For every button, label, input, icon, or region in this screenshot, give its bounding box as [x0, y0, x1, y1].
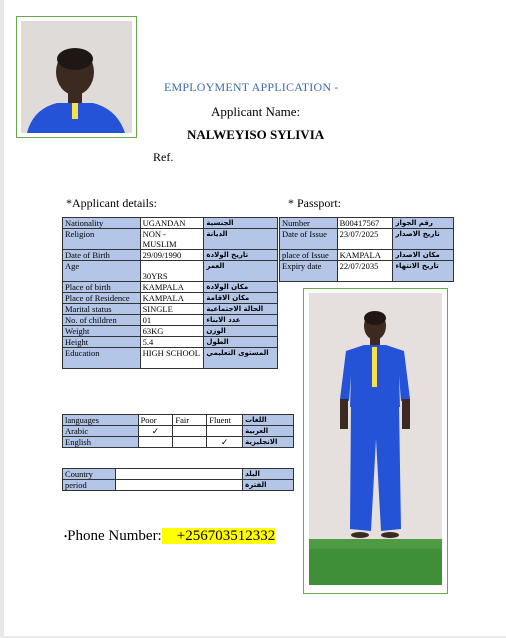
fluent-header: Fluent [207, 415, 243, 426]
detail-value: 29/09/1990 [140, 250, 204, 261]
experience-label: Country [63, 469, 116, 480]
experience-label-arabic: الفترة [243, 480, 294, 491]
passport-label: Expiry date [280, 261, 338, 282]
table-row [280, 218, 454, 229]
table-row [63, 348, 278, 369]
detail-label-arabic: عدد الابناء [204, 315, 278, 326]
detail-label: Marital status [63, 304, 141, 315]
detail-label: Nationality [63, 218, 141, 229]
table-row [63, 437, 294, 448]
ref-label: Ref. [153, 150, 174, 164]
passport-label: Date of Issue [280, 229, 338, 250]
poor-cell [138, 437, 173, 448]
detail-label-arabic: مكان الاقامة [204, 293, 278, 304]
page-edge [0, 0, 4, 638]
fair-header: Fair [173, 415, 207, 426]
phone-number-text: +256703512332 [176, 528, 276, 544]
detail-label: Height [63, 337, 141, 348]
headshot-photo [16, 16, 137, 138]
table-row [63, 415, 294, 426]
experience-table [62, 468, 294, 491]
applicant-name-label: Applicant Name: [211, 104, 301, 119]
table-row [63, 250, 278, 261]
detail-value: SINGLE [140, 304, 204, 315]
detail-value: 30YRS [140, 261, 204, 282]
bullet-icon: • [64, 531, 68, 542]
experience-label: period [63, 480, 116, 491]
applicant-details-heading: *Applicant details: [66, 196, 157, 210]
passport-label: Number [280, 218, 338, 229]
phone-line [64, 528, 275, 545]
table-row [63, 282, 278, 293]
passport-value: 22/07/2035 [337, 261, 393, 282]
detail-label-arabic: الحالة الاجتماعية [204, 304, 278, 315]
check-icon: ✓ [138, 426, 173, 437]
language-label: English [63, 437, 139, 448]
passport-label-arabic: تاريخ الاصدار [393, 229, 454, 250]
phone-label: Phone Number: [67, 528, 162, 544]
table-row [63, 293, 278, 304]
detail-label: Religion [63, 229, 141, 250]
detail-label-arabic: المستوى التعليمي [204, 348, 278, 369]
detail-label-arabic: الجنسية [204, 218, 278, 229]
fair-cell [173, 426, 207, 437]
passport-label-arabic: مكان الاصدار [393, 250, 454, 261]
applicant-name: NALWEYISO SYLIVIA [187, 127, 325, 142]
full-body-photo [303, 288, 448, 594]
table-row [63, 326, 278, 337]
experience-value [115, 469, 242, 480]
languages-header-arabic: اللغات [243, 415, 294, 426]
detail-label-arabic: الطول [204, 337, 278, 348]
languages-table [62, 414, 294, 448]
detail-label-arabic: العمر [204, 261, 278, 282]
passport-label: place of Issue [280, 250, 338, 261]
table-row [63, 261, 278, 282]
language-label: Arabic [63, 426, 139, 437]
passport-value: KAMPALA [337, 250, 393, 261]
passport-table [279, 217, 454, 282]
applicant-details-table [62, 217, 278, 369]
detail-label: Date of Birth [63, 250, 141, 261]
detail-label: Age [63, 261, 141, 282]
detail-value: KAMPALA [140, 293, 204, 304]
detail-label-arabic: الوزن [204, 326, 278, 337]
table-row [280, 229, 454, 250]
check-icon: ✓ [207, 437, 243, 448]
table-row [63, 480, 294, 491]
detail-label: Education [63, 348, 141, 369]
detail-value: 5.4 [140, 337, 204, 348]
languages-header: languages [63, 415, 139, 426]
passport-heading: * Passport: [288, 196, 342, 210]
full-body-image [304, 289, 447, 593]
detail-label-arabic: الديانة [204, 229, 278, 250]
language-label-arabic: العربية [243, 426, 294, 437]
fluent-cell [207, 426, 243, 437]
table-row [63, 218, 278, 229]
passport-value: B00417567 [337, 218, 393, 229]
detail-label: Weight [63, 326, 141, 337]
table-row [280, 261, 454, 282]
passport-label-arabic: تاريخ الانتهاء [393, 261, 454, 282]
detail-label: Place of birth [63, 282, 141, 293]
headshot-image [17, 17, 136, 137]
detail-label-arabic: مكان الولادة [204, 282, 278, 293]
language-label-arabic: الانجليزية [243, 437, 294, 448]
detail-value: KAMPALA [140, 282, 204, 293]
table-row [63, 229, 278, 250]
detail-value: 63KG [140, 326, 204, 337]
detail-value: NON - MUSLIM [140, 229, 204, 250]
detail-value: HIGH SCHOOL [140, 348, 204, 369]
detail-label: No. of children [63, 315, 141, 326]
form-title: EMPLOYMENT APPLICATION - [164, 80, 339, 94]
detail-value: UGANDAN [140, 218, 204, 229]
poor-header: Poor [138, 415, 173, 426]
table-row [63, 304, 278, 315]
table-row [280, 250, 454, 261]
table-row [63, 426, 294, 437]
detail-label: Place of Residence [63, 293, 141, 304]
phone-number [162, 528, 275, 544]
table-row [63, 469, 294, 480]
experience-label-arabic: البلد [243, 469, 294, 480]
detail-label-arabic: تاريخ الولادة [204, 250, 278, 261]
passport-label-arabic: رقم الجواز [393, 218, 454, 229]
table-row [63, 337, 278, 348]
detail-value: 01 [140, 315, 204, 326]
passport-value: 23/07/2025 [337, 229, 393, 250]
fair-cell [173, 437, 207, 448]
experience-value [115, 480, 242, 491]
table-row [63, 315, 278, 326]
